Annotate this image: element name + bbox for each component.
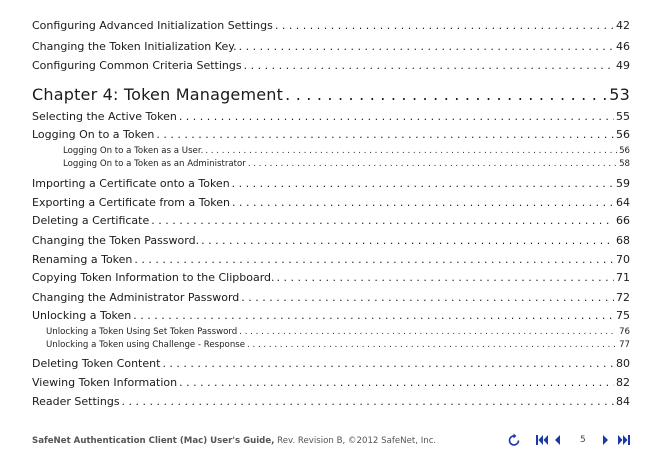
dot-leader [179,110,614,123]
dot-leader [232,177,614,190]
toc-entry-title: Changing the Administrator Password [32,291,240,304]
toc-subentry-title: Unlocking a Token using Challenge - Response [46,340,246,350]
toc-entry-title: Configuring Advanced Initialization Settings [32,19,273,32]
dot-leader [285,85,607,104]
dot-leader [239,40,614,53]
toc-entry[interactable] [32,392,630,408]
dot-leader [277,271,615,284]
refresh-icon[interactable] [508,432,521,451]
toc-entry[interactable] [32,268,630,284]
toc-entry-title: Deleting a Certificate [32,214,150,227]
last-page-icon[interactable] [617,432,630,449]
chapter-title: Chapter 4: Token Management [32,85,284,104]
toc-entry[interactable] [32,125,630,141]
toc-entry[interactable] [32,16,630,32]
toc-entry-page: 59 [616,177,630,190]
toc-entry-title: Viewing Token Information [32,376,178,389]
toc-entry-title: Changing the Token Password. [32,234,200,247]
toc-entry-page: 71 [616,271,630,284]
page-navigation [508,432,633,448]
toc-entry[interactable] [32,193,630,209]
dot-leader [244,59,614,72]
dot-leader [248,159,617,169]
toc-entry[interactable] [32,250,630,266]
dot-leader [232,196,614,209]
toc-entry-page: 46 [616,40,630,53]
toc-entry-title: Selecting the Active Token [32,110,177,123]
toc-subentry-page: 56 [619,146,630,156]
dot-leader [247,340,617,350]
toc-entry[interactable] [32,373,630,389]
toc-entry[interactable] [32,37,630,53]
dot-leader [162,357,614,370]
toc-subentry-page: 58 [619,159,630,169]
dot-leader [151,214,614,227]
toc-entry-page: 55 [616,110,630,123]
toc-entry-title: Unlocking a Token [32,309,132,322]
previous-page-icon[interactable] [554,432,561,449]
toc-entry-title: Renaming a Token [32,253,133,266]
toc-subentry[interactable] [46,324,630,337]
toc-entry-title: Changing the Token Initialization Key. [32,40,237,53]
toc-subentry-title: Unlocking a Token Using Set Token Password [46,327,238,337]
toc-entry-page: 80 [616,357,630,370]
toc-entry[interactable] [32,231,630,247]
toc-entry-page: 64 [616,196,630,209]
dot-leader [205,146,617,156]
toc-subentry[interactable] [63,143,630,156]
toc-entry-page: 49 [616,59,630,72]
toc-entry[interactable] [32,174,630,190]
toc-entry-title: Copying Token Information to the Clipboard. [32,271,275,284]
toc-entry-title: Logging On to a Token [32,128,155,141]
next-page-icon[interactable] [602,432,609,449]
page-number: 5 [580,435,586,445]
toc-entry[interactable] [32,288,630,304]
dot-leader [122,395,614,408]
toc-entry[interactable] [32,211,630,227]
page-footer [32,436,436,446]
footer-revision: Rev. Revision B, ©2012 SafeNet, Inc. [274,436,437,446]
toc-subentry-page: 76 [619,327,630,337]
dot-leader [156,128,614,141]
dot-leader [134,253,614,266]
toc-entry-title: Deleting Token Content [32,357,161,370]
toc-subentry-title: Logging On to a Token as an Administrator [63,159,246,169]
toc-entry[interactable] [32,306,630,322]
toc-entry-page: 84 [616,395,630,408]
toc-entry[interactable] [32,56,630,72]
toc-entry[interactable] [32,107,630,123]
toc-entry-title: Configuring Common Criteria Settings [32,59,242,72]
dot-leader [179,376,614,389]
toc-entry-page: 68 [616,234,630,247]
toc-entry-page: 75 [616,309,630,322]
toc-subentry[interactable] [63,156,630,169]
toc-subentry-title: Logging On to a Token as a User. [63,146,204,156]
toc-entry-page: 70 [616,253,630,266]
toc-entry-title: Reader Settings [32,395,120,408]
toc-entry-page: 66 [616,214,630,227]
toc-entry-page: 72 [616,291,630,304]
dot-leader [239,327,617,337]
toc-subentry[interactable] [46,337,630,350]
dot-leader [133,309,614,322]
dot-leader [241,291,614,304]
dot-leader [201,234,614,247]
toc-entry-page: 56 [616,128,630,141]
toc-entry[interactable] [32,354,630,370]
toc-entry-page: 42 [616,19,630,32]
toc-entry-title: Exporting a Certificate from a Token [32,196,231,209]
footer-guide-title: SafeNet Authentication Client (Mac) User's Guide, [32,436,275,446]
toc-entry-page: 82 [616,376,630,389]
toc-subentry-page: 77 [619,340,630,350]
toc-chapter-entry[interactable] [32,82,630,104]
first-page-icon[interactable] [536,432,549,449]
chapter-page: 53 [609,85,630,104]
dot-leader [275,19,614,32]
toc-entry-title: Importing a Certificate onto a Token [32,177,230,190]
